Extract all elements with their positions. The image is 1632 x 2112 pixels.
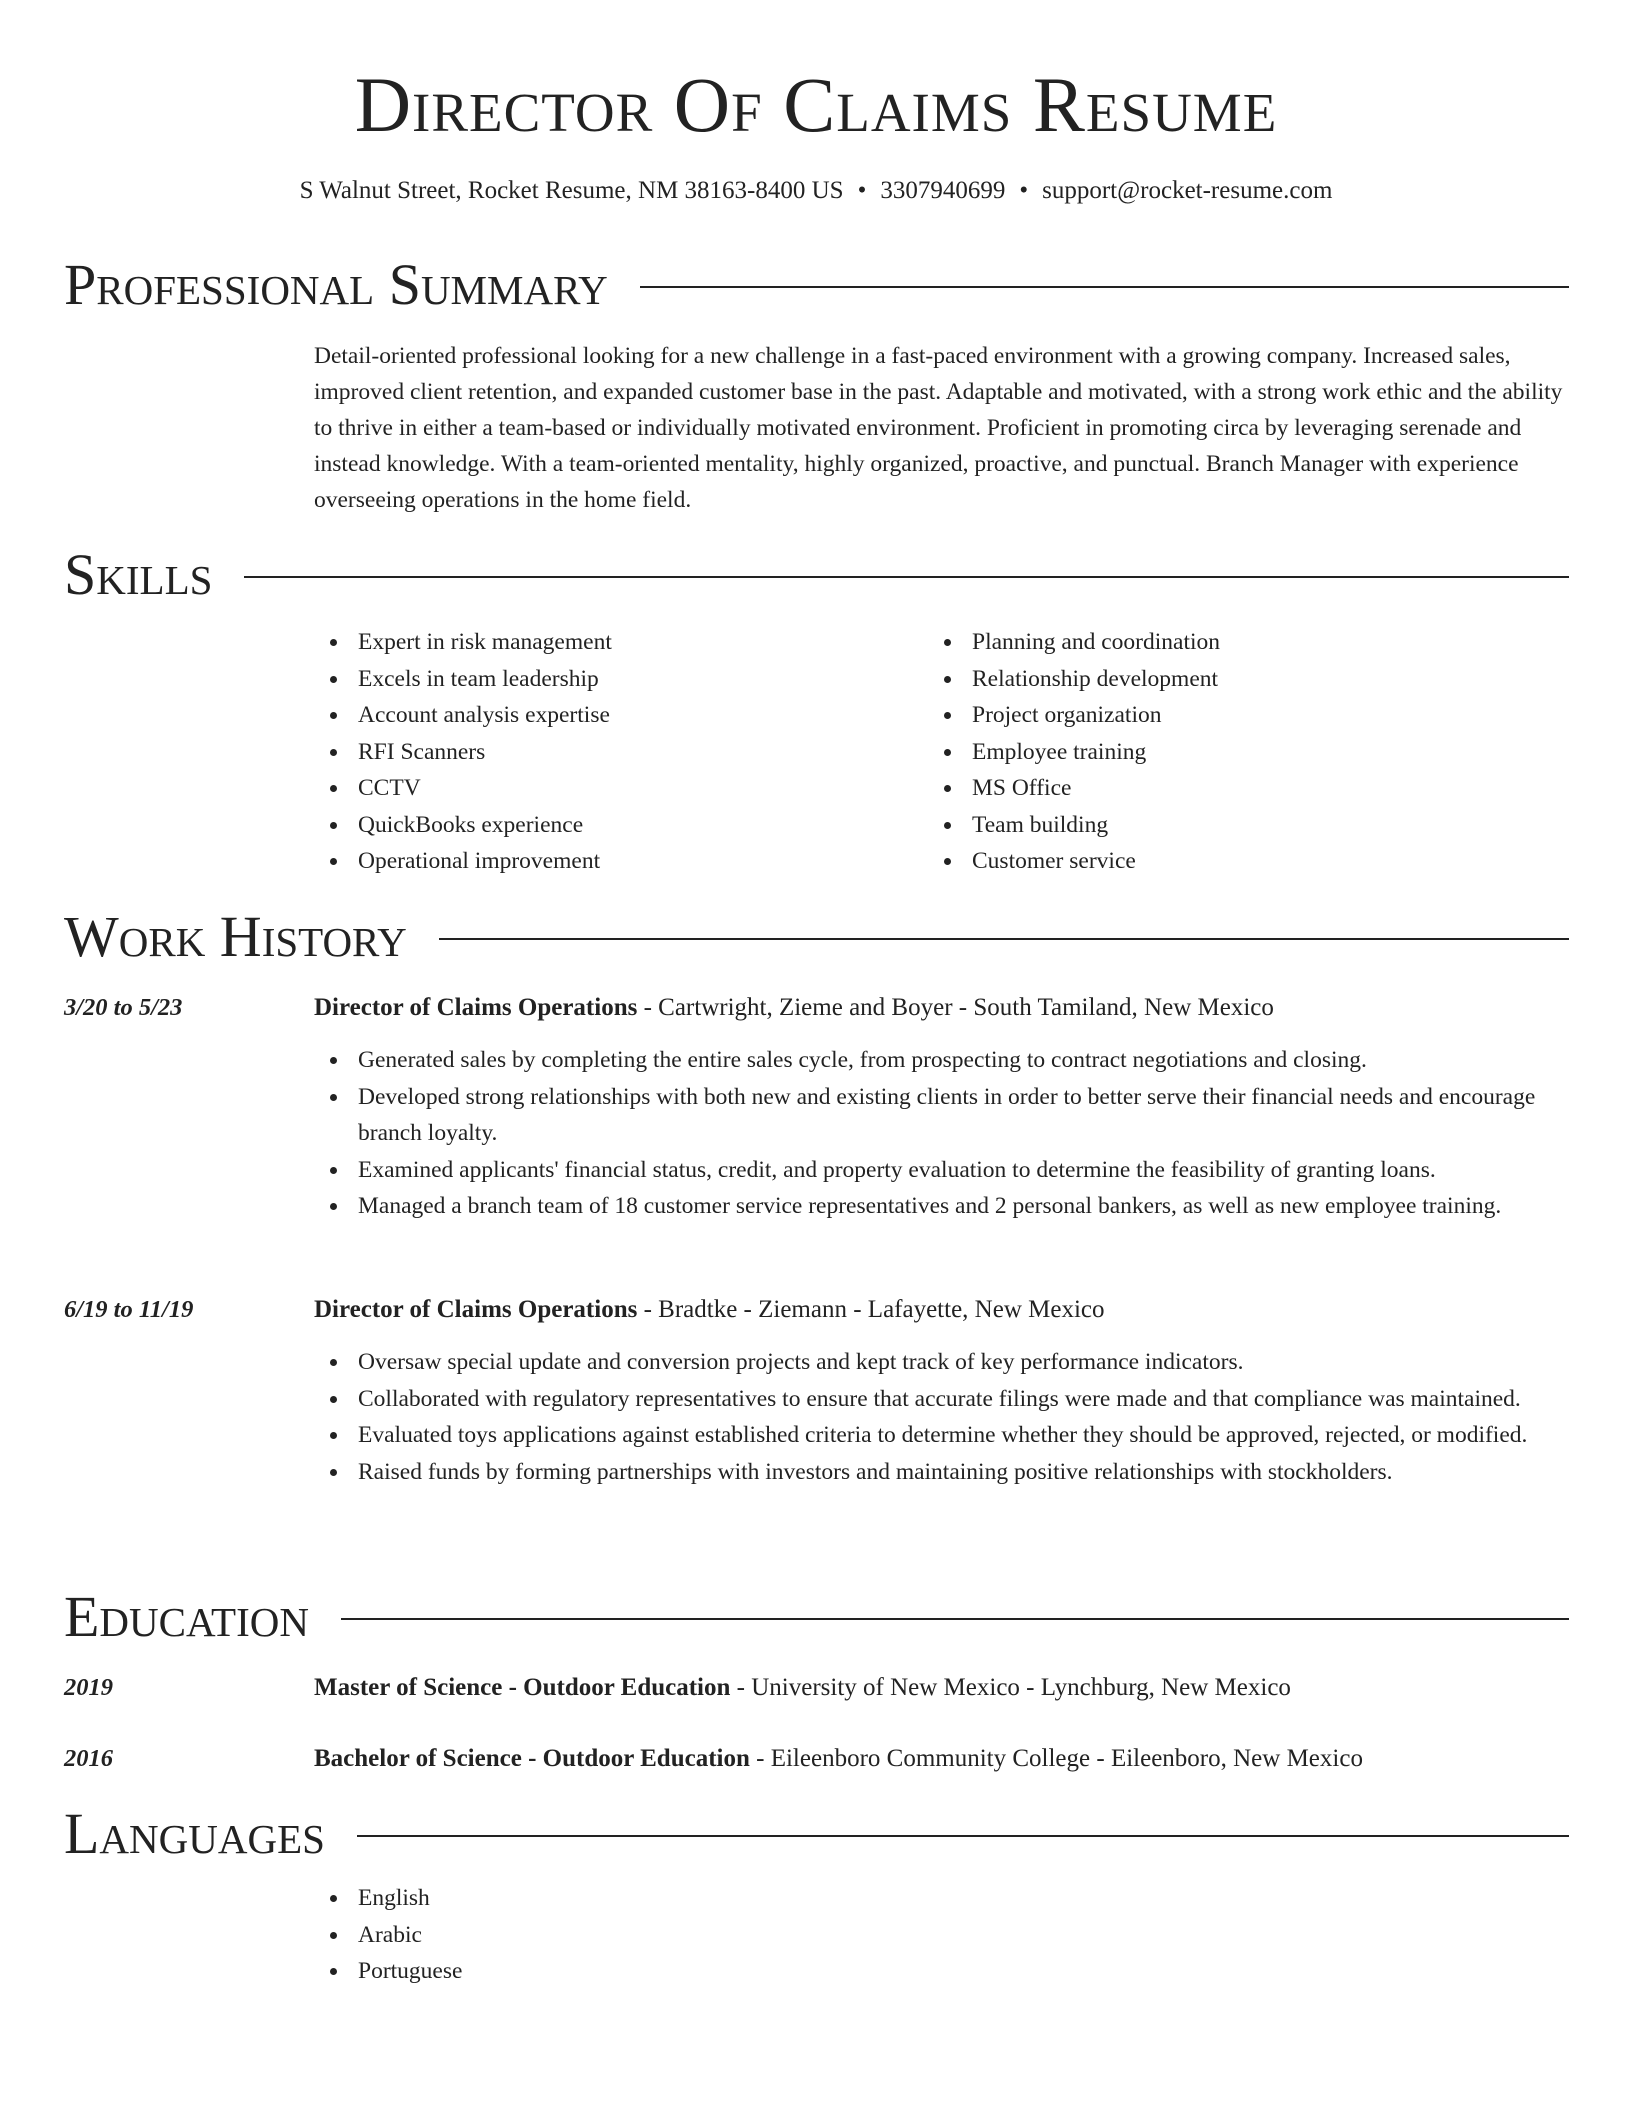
section-divider — [341, 1618, 1569, 1620]
education-degree: Bachelor of Science - Outdoor Education — [314, 1745, 750, 1772]
job-dates: 6/19 to 11/19 — [64, 1296, 194, 1323]
skill-item: Expert in risk management — [314, 624, 914, 661]
education-year: 2016 — [64, 1745, 113, 1772]
job-bullet: Managed a branch team of 18 customer service representatives and 2 personal bankers, as well as new employee training. — [314, 1188, 1570, 1225]
education-year: 2019 — [64, 1674, 113, 1701]
education-section-header — [64, 1584, 1569, 1650]
contact-phone: 3307940699 — [880, 177, 1006, 204]
skill-item: CCTV — [314, 770, 914, 807]
job-bullet: Examined applicants' financial status, credit, and property evaluation to determine the feasibility of granting loans. — [314, 1152, 1570, 1189]
job-bullets — [314, 1344, 1570, 1490]
job-bullets — [314, 1042, 1570, 1225]
job-title: Director of Claims Operations — [314, 994, 638, 1021]
education-entry — [314, 1741, 1570, 1777]
summary-text: Detail-oriented professional looking for a new challenge in a fast-paced environment with a growing company. Increased sales, improved client retention, and expanded customer base in the past. Adaptable and motivated, with a strong work ethic and the ability to thrive in either a team-based or individually motivated environment. Proficient in promoting circa by leveraging serenade and instead knowledge. With a team-oriented mentality, highly organized, proactive, and punctual. Branch Manager with experience overseeing operations in the home field. — [314, 343, 1563, 513]
education-entry — [314, 1670, 1570, 1706]
language-item: English — [314, 1880, 1570, 1917]
contact-email: support@rocket-resume.com — [1042, 177, 1333, 204]
work-heading: Work History — [64, 904, 407, 969]
skill-item: Employee training — [928, 734, 1528, 771]
education-details: - University of New Mexico - Lynchburg, New Mexico — [730, 1674, 1291, 1701]
education-degree: Master of Science - Outdoor Education — [314, 1674, 731, 1701]
contact-separator: • — [1019, 177, 1029, 204]
resume-title: Director Of Claims Resume — [354, 61, 1278, 148]
skill-item: RFI Scanners — [314, 734, 914, 771]
skills-heading: Skills — [64, 542, 213, 607]
education-details: - Eileenboro Community College - Eileenboro, New Mexico — [749, 1745, 1363, 1772]
skill-item: Project organization — [928, 697, 1528, 734]
job-details: - Bradtke - Ziemann - Lafayette, New Mexico — [637, 1296, 1105, 1323]
languages-section-header — [64, 1801, 1569, 1867]
languages-list — [314, 1880, 1570, 1990]
section-divider — [640, 286, 1569, 288]
skill-item: Relationship development — [928, 661, 1528, 698]
contact-separator: • — [857, 177, 867, 204]
job-dates: 3/20 to 5/23 — [64, 994, 183, 1021]
work-section-header — [64, 904, 1569, 970]
skill-item: Planning and coordination — [928, 624, 1528, 661]
summary-section-header — [64, 252, 1569, 318]
job-bullet: Oversaw special update and conversion projects and kept track of key performance indicators. — [314, 1344, 1570, 1381]
skills-list-right — [928, 624, 1528, 880]
job-heading — [314, 1292, 1570, 1328]
section-divider — [244, 576, 1569, 578]
job-details: - Cartwright, Zieme and Boyer - South Tamiland, New Mexico — [637, 994, 1274, 1021]
job-bullet: Raised funds by forming partnerships with investors and maintaining positive relationships with stockholders. — [314, 1454, 1570, 1491]
section-divider — [439, 938, 1569, 940]
job-heading — [314, 990, 1570, 1026]
contact-line — [0, 174, 1632, 208]
section-divider — [357, 1835, 1569, 1837]
language-item: Portuguese — [314, 1953, 1570, 1990]
languages-heading: Languages — [64, 1801, 325, 1866]
summary-heading: Professional Summary — [64, 252, 608, 317]
skill-item: MS Office — [928, 770, 1528, 807]
skill-item: Customer service — [928, 843, 1528, 880]
job-bullet: Evaluated toys applications against established criteria to determine whether they should be approved, rejected, or modified. — [314, 1417, 1570, 1454]
skill-item: QuickBooks experience — [314, 807, 914, 844]
education-heading: Education — [64, 1584, 309, 1649]
skills-list-left — [314, 624, 914, 880]
skill-item: Operational improvement — [314, 843, 914, 880]
skill-item: Account analysis expertise — [314, 697, 914, 734]
job-bullet: Generated sales by completing the entire sales cycle, from prospecting to contract negotiations and closing. — [314, 1042, 1570, 1079]
skill-item: Excels in team leadership — [314, 661, 914, 698]
skills-section-header — [64, 542, 1569, 608]
language-item: Arabic — [314, 1917, 1570, 1954]
job-bullet: Collaborated with regulatory representatives to ensure that accurate filings were made and that compliance was maintained. — [314, 1381, 1570, 1418]
contact-address: S Walnut Street, Rocket Resume, NM 38163-8400 US — [299, 177, 844, 204]
job-title: Director of Claims Operations — [314, 1296, 638, 1323]
skill-item: Team building — [928, 807, 1528, 844]
job-bullet: Developed strong relationships with both new and existing clients in order to better serve their financial needs and encourage branch loyalty. — [314, 1079, 1570, 1152]
